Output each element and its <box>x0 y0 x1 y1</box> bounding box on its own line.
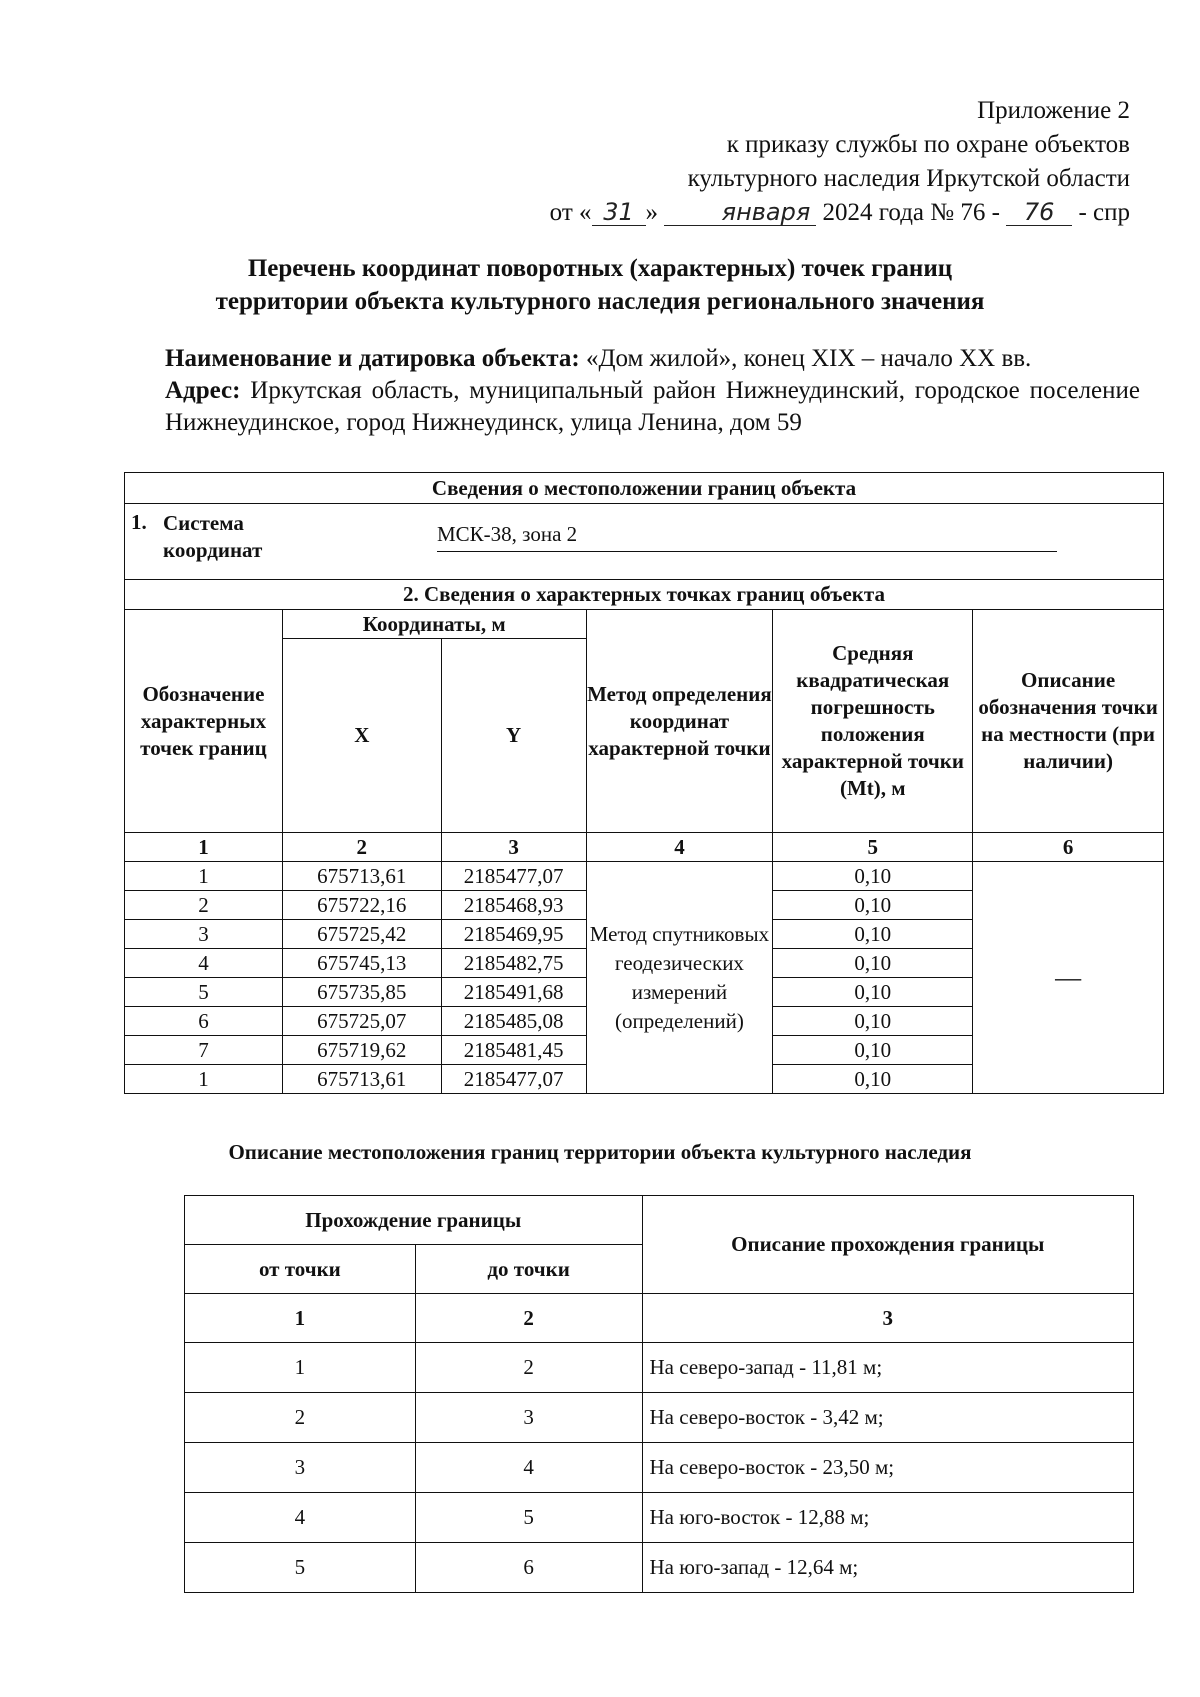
table-row <box>185 1393 1134 1443</box>
appendix-label: Приложение 2 <box>977 97 1130 124</box>
object-name-value: «Дом жилой», конец XIX – начало XX вв. <box>585 345 1032 372</box>
col-number: 3 <box>441 833 586 862</box>
date-year: 2024 года № 76 - <box>822 199 1000 226</box>
point-id: 1 <box>125 1065 283 1094</box>
col-method-header: Метод определения координат характерной точки <box>586 610 773 833</box>
object-address <box>165 375 1140 439</box>
point-mt: 0,10 <box>773 1007 973 1036</box>
order-date-line <box>490 196 1130 230</box>
coordinates-table <box>124 472 1164 1094</box>
point-y: 2185482,75 <box>441 949 586 978</box>
passage-description: На юго-восток - 12,88 м; <box>642 1493 1133 1543</box>
col-desc-header: Описание прохождения границы <box>642 1196 1133 1294</box>
point-id: 5 <box>125 978 283 1007</box>
points-section-title: 2. Сведения о характерных точках границ объекта <box>125 580 1164 610</box>
col-x-header: X <box>282 639 441 833</box>
passage-description: На северо-запад - 11,81 м; <box>642 1343 1133 1393</box>
point-y: 2185477,07 <box>441 862 586 891</box>
point-id: 2 <box>125 891 283 920</box>
date-prefix: от « <box>549 199 592 226</box>
location-section-title: Сведения о местоположении границ объекта <box>125 473 1164 504</box>
order-authority: культурного наследия Иркутской области <box>687 165 1130 192</box>
object-info <box>165 343 1140 439</box>
col-number: 3 <box>642 1294 1133 1343</box>
col-number: 5 <box>773 833 973 862</box>
point-mt: 0,10 <box>773 862 973 891</box>
handwritten-order-number: 76 <box>1006 199 1072 226</box>
from-point: 4 <box>185 1493 416 1543</box>
document-title <box>100 252 1100 318</box>
description-cell: — <box>973 862 1164 1094</box>
table-row <box>185 1543 1134 1593</box>
order-suffix: - спр <box>1078 199 1130 226</box>
point-x: 675725,07 <box>282 1007 441 1036</box>
col-number: 2 <box>415 1294 642 1343</box>
system-label-line-2: координат <box>163 538 263 562</box>
col-error-header: Средняя квадратическая погрешность положения характерной точки (Mt), м <box>773 610 973 833</box>
point-mt: 0,10 <box>773 920 973 949</box>
point-y: 2185481,45 <box>441 1036 586 1065</box>
point-y: 2185469,95 <box>441 920 586 949</box>
boundary-table <box>184 1195 1134 1593</box>
point-id: 1 <box>125 862 283 891</box>
col-number: 1 <box>125 833 283 862</box>
object-address-label: Адрес: <box>165 377 241 404</box>
passage-description: На северо-восток - 3,42 м; <box>642 1393 1133 1443</box>
point-mt: 0,10 <box>773 978 973 1007</box>
passage-description: На юго-запад - 12,64 м; <box>642 1543 1133 1593</box>
col-number: 6 <box>973 833 1164 862</box>
to-point: 3 <box>415 1393 642 1443</box>
col-number: 2 <box>282 833 441 862</box>
to-point: 2 <box>415 1343 642 1393</box>
to-point: 5 <box>415 1493 642 1543</box>
to-point: 4 <box>415 1443 642 1493</box>
point-mt: 0,10 <box>773 1036 973 1065</box>
col-to-header: до точки <box>415 1245 642 1294</box>
system-value: МСК-38, зона 2 <box>437 522 1057 552</box>
boundary-section-title: Описание местоположения границ территории объекта культурного наследия <box>228 1140 972 1164</box>
col-passage-header: Прохождение границы <box>185 1196 643 1245</box>
from-point: 1 <box>185 1343 416 1393</box>
table-row <box>185 1443 1134 1493</box>
from-point: 2 <box>185 1393 416 1443</box>
col-y-header: Y <box>441 639 586 833</box>
point-mt: 0,10 <box>773 891 973 920</box>
point-x: 675722,16 <box>282 891 441 920</box>
point-y: 2185477,07 <box>441 1065 586 1094</box>
point-x: 675735,85 <box>282 978 441 1007</box>
object-name <box>165 343 1140 375</box>
handwritten-month: января <box>664 199 816 226</box>
point-id: 4 <box>125 949 283 978</box>
object-name-label: Наименование и датировка объекта: <box>165 345 580 372</box>
point-mt: 0,10 <box>773 1065 973 1094</box>
point-id: 3 <box>125 920 283 949</box>
method-cell: Метод спутниковых геодезических измерений (определений) <box>586 862 773 1094</box>
point-x: 675719,62 <box>282 1036 441 1065</box>
point-y: 2185491,68 <box>441 978 586 1007</box>
point-x: 675713,61 <box>282 1065 441 1094</box>
col-number: 1 <box>185 1294 416 1343</box>
point-mt: 0,10 <box>773 949 973 978</box>
object-address-value: Иркутская область, муниципальный район Нижнеудинский, городское поселение Нижнеудинское, город Нижнеудинск, улица Ленина, дом 59 <box>165 377 1141 436</box>
title-line-1: Перечень координат поворотных (характерных) точек границ <box>247 255 953 282</box>
point-x: 675713,61 <box>282 862 441 891</box>
point-id: 6 <box>125 1007 283 1036</box>
table-row <box>185 1343 1134 1393</box>
order-reference: к приказу службы по охране объектов <box>726 131 1130 158</box>
col-designation-header: Обозначение характерных точек границ <box>125 610 283 833</box>
from-point: 5 <box>185 1543 416 1593</box>
handwritten-day: 31 <box>592 199 646 226</box>
point-y: 2185485,08 <box>441 1007 586 1036</box>
table-row <box>185 1493 1134 1543</box>
from-point: 3 <box>185 1443 416 1493</box>
system-label-line-1: Система <box>163 511 244 535</box>
col-number: 4 <box>586 833 773 862</box>
coordinate-system-row <box>125 504 1164 580</box>
col-description-header: Описание обозначения точки на местности (при наличии) <box>973 610 1164 833</box>
system-number: 1. <box>131 510 147 534</box>
point-x: 675725,42 <box>282 920 441 949</box>
table-row <box>125 862 1164 891</box>
to-point: 6 <box>415 1543 642 1593</box>
point-x: 675745,13 <box>282 949 441 978</box>
point-y: 2185468,93 <box>441 891 586 920</box>
document-header <box>490 94 1130 230</box>
col-from-header: от точки <box>185 1245 416 1294</box>
passage-description: На северо-восток - 23,50 м; <box>642 1443 1133 1493</box>
system-label <box>163 510 262 564</box>
point-id: 7 <box>125 1036 283 1065</box>
title-line-2: территории объекта культурного наследия регионального значения <box>215 288 985 315</box>
col-coordinates-header: Координаты, м <box>282 610 586 639</box>
date-close-quote: » <box>645 199 659 226</box>
